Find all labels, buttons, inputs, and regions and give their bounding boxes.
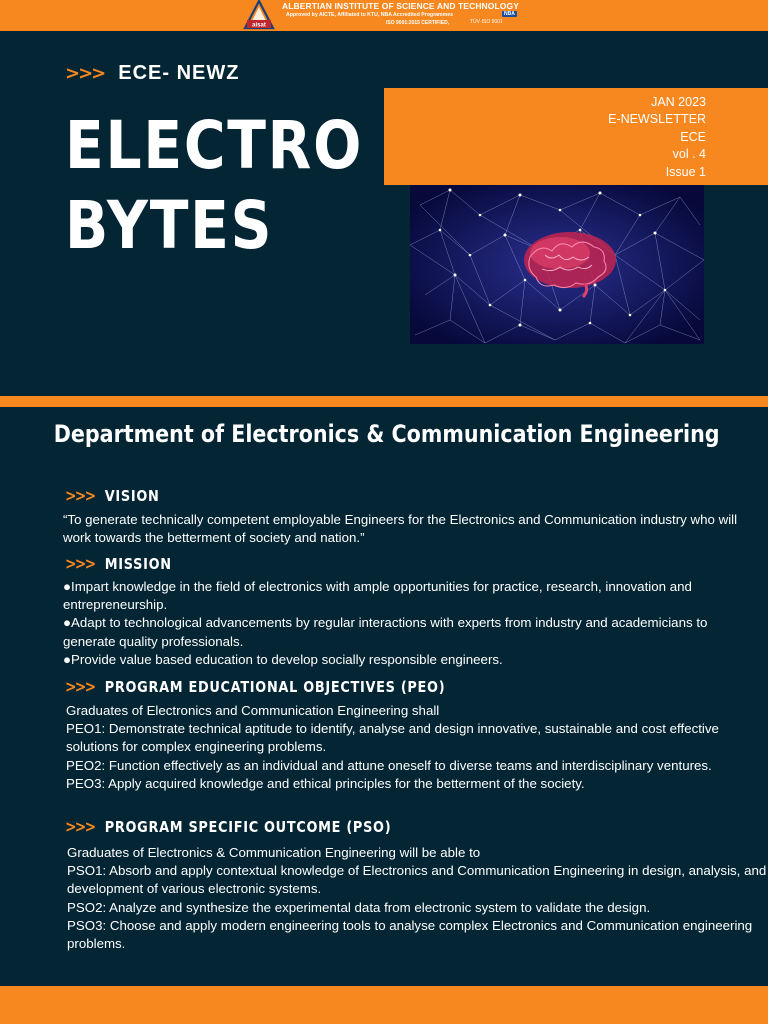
triple-chevron-icon: >>> <box>65 677 95 696</box>
brain-network-image <box>410 185 704 344</box>
vision-heading: >>> VISION <box>65 486 160 505</box>
department-title: Department of Electronics & Communication Engineering <box>53 420 720 448</box>
nba-badge: NBA <box>504 11 515 17</box>
pso-list <box>67 844 767 953</box>
list-item: PSO1: Absorb and apply contextual knowledge of Electronics and Communication Engineering in design, analysis, and development of various electronic systems. <box>67 863 767 897</box>
list-item: Graduates of Electronics & Communication Engineering will be able to <box>67 845 481 860</box>
tuv-mark: TÜV·ISO 9001 <box>470 19 503 25</box>
institute-logo-icon <box>242 0 276 31</box>
issue-date: JAN 2023 <box>651 95 706 109</box>
institute-approval: Approved by AICTE, Affiliated to KTU, NBA Accredited Programmes <box>286 12 453 18</box>
title-line-1: ELECTRO <box>65 107 364 184</box>
newsletter-title <box>65 106 363 266</box>
footer-bar <box>0 986 768 1024</box>
triple-chevron-icon: >>> <box>65 817 95 836</box>
list-item: PEO3: Apply acquired knowledge and ethical principles for the betterment of the society. <box>66 775 585 791</box>
list-item: PEO2: Function effectively as an individual and attune oneself to diverse teams and interdisciplinary ventures. <box>66 757 712 773</box>
pso-heading: >>> PROGRAM SPECIFIC OUTCOME (PSO) <box>65 817 392 836</box>
issue-volume: vol . 4 <box>672 147 706 162</box>
brain-network-illustration <box>410 185 704 344</box>
list-item: PSO3: Choose and apply modern engineering tools to analyse complex Electronics and Communication engineering problems. <box>67 917 753 952</box>
vision-text: “To generate technically competent employable Engineers for the Electronics and Communication industry who will work towards the betterment of society and nation.” <box>63 512 738 546</box>
triple-chevron-icon: >>> <box>65 554 95 573</box>
peo-list <box>66 702 766 793</box>
mission-heading: >>> MISSION <box>65 554 172 573</box>
issue-number: Issue 1 <box>665 164 706 179</box>
mission-list <box>63 578 763 669</box>
institute-name: ALBERTIAN INSTITUTE OF SCIENCE AND TECHNOLOGY <box>282 1 519 11</box>
iso-certification: ISO 9001:2015 CERTIFIED, <box>386 20 450 26</box>
issue-dept: ECE <box>680 129 706 144</box>
issue-info-box <box>384 88 768 185</box>
institute-header-bar <box>0 0 768 31</box>
list-item: PSO2: Analyze and synthesize the experimental data from electronic system to validate the design. <box>67 899 651 915</box>
newsletter-kicker <box>65 62 239 85</box>
list-item: ●Impart knowledge in the field of electronics with ample opportunities for practice, research, innovation and entrepreneurship. <box>63 579 692 613</box>
triple-chevron-icon: >>> <box>65 486 95 505</box>
issue-type: E-NEWSLETTER <box>608 112 706 127</box>
logo-text: aisat <box>252 22 266 29</box>
kicker-text: ECE- NEWZ <box>118 62 240 84</box>
list-item: Graduates of Electronics and Communication Engineering shall <box>66 703 440 718</box>
peo-heading: >>> PROGRAM EDUCATIONAL OBJECTIVES (PEO) <box>65 677 446 696</box>
list-item: PEO1: Demonstrate technical aptitude to identify, analyse and design innovative, sustainable and cost effective solutions for complex engineering problems. <box>66 721 719 755</box>
list-item: ●Provide value based education to develop socially responsible engineers. <box>63 651 503 667</box>
title-line-2: BYTES <box>65 187 274 264</box>
list-item: ●Adapt to technological advancements by regular interactions with experts from industry and academicians to generate quality professionals. <box>63 615 708 649</box>
triple-chevron-icon: >>> <box>65 63 105 84</box>
section-divider <box>0 396 768 407</box>
